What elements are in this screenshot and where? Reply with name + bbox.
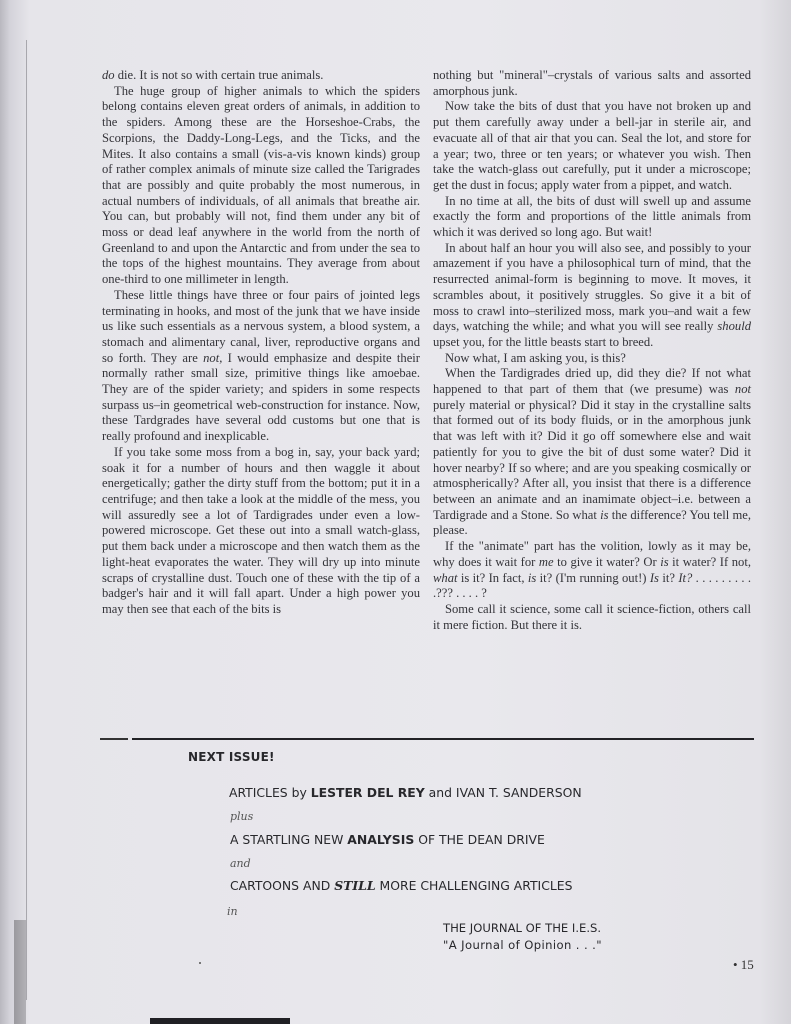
paragraph-text: If the "animate" part has the volition, lowly as it may be, why does it wait for bbox=[433, 539, 751, 569]
paragraph-text: In about half an hour you will also see, and possibly to your amazement if you have a philosophical turn of mind, that the resurrected animal-form is beginning to move. It moves, it scrambles about, it positively struggles. So give it a bit of moss to crawl into–sterilized moss, mark you–and wait a few days, watching the while; and what you will see really bbox=[433, 240, 751, 334]
scan-edge-mark bbox=[150, 1018, 290, 1024]
paragraph: nothing but "mineral"–crystals of various salts and assorted amorphous junk. bbox=[433, 68, 751, 98]
page-number: • 15 bbox=[733, 957, 754, 972]
text: OF THE DEAN DRIVE bbox=[414, 832, 545, 847]
paragraph-text: to give it water? Or bbox=[553, 554, 661, 569]
italic-text: is bbox=[660, 554, 669, 569]
print-speck bbox=[199, 962, 201, 964]
paragraph-text: . . . . . . . . . .??? . . . . ? bbox=[433, 570, 752, 601]
next-issue-line bbox=[230, 832, 545, 847]
text: MORE CHALLENGING ARTICLES bbox=[375, 878, 573, 893]
italic-text: should bbox=[717, 319, 751, 334]
text: CARTOONS AND bbox=[230, 878, 335, 893]
italic-text: is bbox=[600, 507, 609, 522]
paragraph bbox=[433, 366, 751, 539]
paragraph-text: the difference? You tell me, please. bbox=[433, 507, 752, 538]
journal-tagline: "A Journal of Opinion . . ." bbox=[443, 938, 602, 952]
paragraph bbox=[433, 539, 751, 602]
binding-edge bbox=[26, 40, 27, 1000]
next-issue-heading: NEXT ISSUE! bbox=[188, 750, 275, 764]
paragraph-text: upset you, for the little beasts start to breed. bbox=[433, 334, 654, 349]
italic-text: do bbox=[102, 68, 115, 82]
next-issue-line bbox=[230, 878, 572, 893]
next-issue-line bbox=[229, 785, 582, 800]
italic-text: not, bbox=[203, 350, 223, 365]
italic-text: It? bbox=[678, 570, 693, 585]
paragraph-text: purely material or physical? Did it stay in the crystalline salts that formed out of its body fluids, or in the amorphous junk that was left with it? Did it go off somewhere else and wait patiently for you to give the bit of dust some water? Did it hover nearby? If so where; and are you speaking cosmically or atmospherically? After all, you insist that there is a difference between an animate and an inamimate object–i.e. between a Tardigrade and a Stone. So what bbox=[433, 397, 751, 522]
binding-shadow bbox=[14, 920, 26, 1024]
connector-word: in bbox=[227, 905, 238, 918]
paragraph: Some call it science, some call it science-fiction, others call it mere fiction. But there it is. bbox=[433, 601, 751, 632]
article-left-column bbox=[102, 68, 420, 618]
paragraph: The huge group of higher animals to which the spiders belong contains eleven great orders of animals, in addition to the spiders. Among these are the Horseshoe-Crabs, the Scorpions, the Daddy-Long-Legs, and the Ticks, and the Mites. It also contains a small (vis-a-vis known kinds) group of rather complex animals of minute size called the Tarigrades that are possibly and quite probably the most numerous, in actual numbers of individuals, of all animals that breathe air. You can, but probably will not, find them under any bit of moss or dead leaf anywhere in the world from the north of Greenland to and upon the Antarctic and from under the sea to the tops of the highest mountains. They average from about one-third to one millimeter in length. bbox=[102, 83, 420, 287]
paragraph: If you take some moss from a bog in, say, your back yard; soak it for a number of hours and then waggle it about energetically; gather the dirty stuff from the bottom; put it in a centrifuge; and then take a look at the middle of the mess, you will assuredly see a lot of Tardigrades under even a low-powered microscope. Get these out into a small watch-glass, put them back under a microscope and then watch them as the light-heat evaporates the water. They will dry up into minute scraps of crystalline dust. Touch one of these with the tip of a badger's hair and it will fall apart. Under a high power you may then see that each of the bits is bbox=[102, 444, 420, 616]
paragraph bbox=[102, 68, 420, 84]
emphasis-text: STILL bbox=[334, 878, 376, 893]
paragraph-text: it? (I'm running out!) bbox=[536, 570, 650, 585]
italic-text: Is bbox=[649, 570, 659, 585]
italic-text: is bbox=[527, 570, 537, 585]
text: ARTICLES by bbox=[229, 785, 311, 800]
connector-word: and bbox=[230, 857, 251, 870]
paragraph-text: it? bbox=[658, 570, 679, 585]
text: and IVAN T. SANDERSON bbox=[424, 785, 582, 800]
divider-rule bbox=[132, 738, 754, 740]
connector-word: plus bbox=[230, 810, 254, 823]
journal-name: THE JOURNAL OF THE I.E.S. bbox=[443, 921, 602, 935]
paragraph: Now what, I am asking you, is this? bbox=[445, 350, 626, 365]
emphasis-text: ANALYSIS bbox=[347, 832, 415, 847]
italic-text: not bbox=[734, 382, 751, 397]
article-right-column bbox=[433, 68, 751, 633]
italic-text: me bbox=[538, 554, 554, 569]
divider-rule bbox=[100, 738, 128, 740]
text: A STARTLING NEW bbox=[230, 832, 348, 847]
author-name: LESTER DEL REY bbox=[310, 785, 425, 800]
paragraph-text: is it? In fact, bbox=[457, 570, 528, 585]
paragraph bbox=[102, 288, 420, 445]
italic-text: what bbox=[433, 570, 458, 585]
paragraph bbox=[433, 241, 751, 351]
paragraph-text: I would emphasize and despite their normally rather small size, primitive things like amoebae. They are of the spider variety; and spiders in some respects surpass us–in geometrical web-construction for instance. Now, these Tardgrades have several odd customs but one that is really profound and inexplicable. bbox=[102, 350, 420, 444]
paragraph: In no time at all, the bits of dust will swell up and assume exactly the form and proportions of the little animals from which it was derived so long ago. But wait! bbox=[433, 193, 751, 240]
paragraph-text: These little things have three or four pairs of jointed legs terminating in hooks, and most of the junk that we have inside us like such essentials as a nervous system, a blood system, a stomach and alimentary canal, liver, reproductive organs and so forth. They are bbox=[102, 287, 420, 365]
paragraph: Now take the bits of dust that you have not broken up and put them carefully away under a bell-jar in sterile air, and evacuate all of that air that you can. Seal the lot, and store for a year; two, three or ten years; or whatever you wish. Then take the watch-glass out carefully, put it under a microscope; get the dust in focus; apply water from a pippet, and watch. bbox=[433, 99, 751, 192]
paragraph-text: When the Tardigrades dried up, did they die? If not what happened to that part of them that (we presume) was bbox=[433, 366, 751, 397]
paragraph-text: it water? If not, bbox=[668, 554, 751, 569]
paragraph-text: die. It is not so with certain true animals. bbox=[114, 68, 324, 82]
